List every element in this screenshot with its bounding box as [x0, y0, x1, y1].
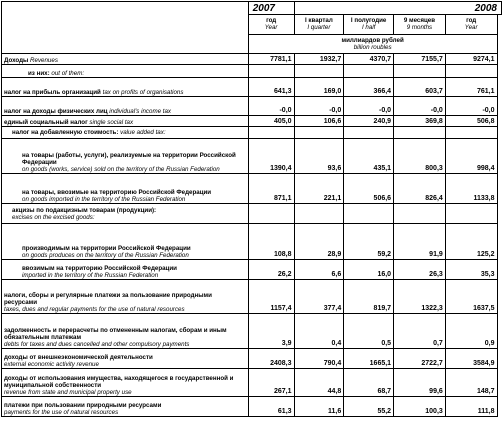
value-cell [445, 127, 497, 139]
value-cell: 377,4 [294, 280, 344, 314]
value-cell: 506,8 [445, 116, 497, 127]
col-9m: 9 месяцев 9 months [394, 15, 446, 35]
value-cell: 819,7 [344, 280, 394, 314]
value-cell: 506,6 [344, 174, 394, 204]
unit-row: миллиардов рублей billion roubles [248, 35, 497, 54]
row-label: налог на прибыль организаций tax on profits of organisations [2, 78, 249, 97]
value-cell: 2722,7 [394, 349, 446, 369]
value-cell: 61,3 [248, 397, 294, 417]
value-cell: 1322,3 [394, 280, 446, 314]
value-cell: 3,9 [248, 314, 294, 349]
value-cell: 790,4 [294, 349, 344, 369]
value-cell: 108,8 [248, 224, 294, 260]
value-cell: 603,7 [394, 78, 446, 97]
value-cell: 91,9 [394, 224, 446, 260]
value-cell: 7781,1 [248, 54, 294, 65]
value-cell: 800,3 [394, 139, 446, 174]
table-row [2, 280, 502, 314]
value-cell: 641,3 [248, 78, 294, 97]
value-cell: 1133,8 [445, 174, 497, 204]
value-cell: 0,4 [294, 314, 344, 349]
corner-cell [2, 2, 249, 54]
table-row [2, 397, 502, 417]
value-cell: 369,8 [394, 116, 446, 127]
value-cell: 9274,1 [445, 54, 497, 65]
value-cell: 59,2 [344, 224, 394, 260]
table-row [2, 65, 502, 78]
row-label: налог на доходы физических лиц individual's income tax [2, 97, 249, 116]
value-cell [294, 65, 344, 78]
value-cell [445, 65, 497, 78]
value-cell [294, 127, 344, 139]
value-cell: 405,0 [248, 116, 294, 127]
value-cell: 761,1 [445, 78, 497, 97]
table-row [2, 349, 502, 369]
row-label: единый социальный налог single social tax [2, 116, 249, 127]
value-cell: -0,0 [344, 97, 394, 116]
value-cell: 169,0 [294, 78, 344, 97]
value-cell [445, 204, 497, 224]
value-cell [394, 127, 446, 139]
value-cell: 6,6 [294, 260, 344, 280]
table-row [2, 97, 502, 116]
table-row [2, 116, 502, 127]
value-cell [248, 127, 294, 139]
value-cell: -0,0 [394, 97, 446, 116]
table-row [2, 204, 502, 224]
row-label: акцизы по подакцизным товарам (продукции): excises on the excised goods: [2, 204, 249, 224]
table-row [2, 139, 502, 174]
col-year-2008: год Year [445, 15, 497, 35]
value-cell: 106,6 [294, 116, 344, 127]
table-row [2, 314, 502, 349]
value-cell: 55,2 [344, 397, 394, 417]
col-year-2007: год Year [248, 15, 294, 35]
row-label: на товары, ввозимые на территорию Российской Федерации on goods imported in the territory of the Russian Federation [2, 174, 249, 204]
value-cell: 0,5 [344, 314, 394, 349]
table-row [2, 127, 502, 139]
value-cell: 1637,5 [445, 280, 497, 314]
value-cell: 99,6 [394, 369, 446, 397]
revenue-table [1, 1, 502, 417]
value-cell: 826,4 [394, 174, 446, 204]
value-cell: 0,9 [445, 314, 497, 349]
value-cell: 148,7 [445, 369, 497, 397]
value-cell [344, 65, 394, 78]
value-cell: 4370,7 [344, 54, 394, 65]
value-cell [394, 204, 446, 224]
row-label: налоги, сборы и регулярные платежи за пользование природными ресурсами taxes, dues and regular payments for the use of natural resources [2, 280, 249, 314]
value-cell: -0,0 [445, 97, 497, 116]
row-label: производимым на территории Российской Федерации on goods produces on the territory of the Russian Federation [2, 224, 249, 260]
value-cell [294, 204, 344, 224]
value-cell: 240,9 [344, 116, 394, 127]
value-cell: 1390,4 [248, 139, 294, 174]
table-row [2, 78, 502, 97]
value-cell: 35,3 [445, 260, 497, 280]
row-label: на товары (работы, услуги), реализуемые на территории Российской Федерации on goods (works, service) sold on the territory of the Russian Federation [2, 139, 249, 174]
value-cell: 26,3 [394, 260, 446, 280]
value-cell [248, 65, 294, 78]
value-cell: -0,0 [294, 97, 344, 116]
value-cell: 1932,7 [294, 54, 344, 65]
col-q1: I квартал I quarter [294, 15, 344, 35]
year-2007-header: 2007 [248, 2, 294, 15]
value-cell: 125,2 [445, 224, 497, 260]
value-cell: 267,1 [248, 369, 294, 397]
value-cell: 100,3 [394, 397, 446, 417]
value-cell: 7155,7 [394, 54, 446, 65]
value-cell: 3584,9 [445, 349, 497, 369]
value-cell: 68,7 [344, 369, 394, 397]
value-cell: 28,9 [294, 224, 344, 260]
value-cell: 1157,4 [248, 280, 294, 314]
table-row [2, 224, 502, 260]
col-h1: I полугодие I half [344, 15, 394, 35]
value-cell: 366,4 [344, 78, 394, 97]
value-cell: 11,6 [294, 397, 344, 417]
value-cell: 26,2 [248, 260, 294, 280]
value-cell [344, 127, 394, 139]
row-label: из них: out of them: [2, 65, 249, 78]
row-label: ввозимым на территорию Российской Федерации imported in the territory of the Russian Federation [2, 260, 249, 280]
table-row [2, 174, 502, 204]
row-label: налог на добавленную стоимость: value added tax: [2, 127, 249, 139]
row-label: задолженность и перерасчеты по отмененным налогам, сборам и иным обязательным платежам debts for taxes and dues cancelled and other compulsory payments [2, 314, 249, 349]
value-cell: 44,8 [294, 369, 344, 397]
value-cell: 0,7 [394, 314, 446, 349]
value-cell: 998,4 [445, 139, 497, 174]
value-cell: 435,1 [344, 139, 394, 174]
table-row [2, 260, 502, 280]
row-label: доходы от использования имущества, находящегося в государственной и муниципальной собственности revenue from state and municipal property use [2, 369, 249, 397]
value-cell: 2408,3 [248, 349, 294, 369]
value-cell: 93,6 [294, 139, 344, 174]
row-label: Доходы Revenues [2, 54, 249, 65]
value-cell: 221,1 [294, 174, 344, 204]
value-cell: 871,1 [248, 174, 294, 204]
row-label: доходы от внешнеэкономической деятельности external economic activity revenue [2, 349, 249, 369]
value-cell [248, 204, 294, 224]
value-cell [394, 65, 446, 78]
value-cell: 1665,1 [344, 349, 394, 369]
value-cell: -0,0 [248, 97, 294, 116]
value-cell: 16,0 [344, 260, 394, 280]
value-cell: 111,8 [445, 397, 497, 417]
year-2008-header: 2008 [294, 2, 497, 15]
table-row [2, 369, 502, 397]
value-cell [344, 204, 394, 224]
table-row [2, 54, 502, 65]
row-label: платежи при пользовании природными ресурсами payments for the use of natural resources [2, 397, 249, 417]
